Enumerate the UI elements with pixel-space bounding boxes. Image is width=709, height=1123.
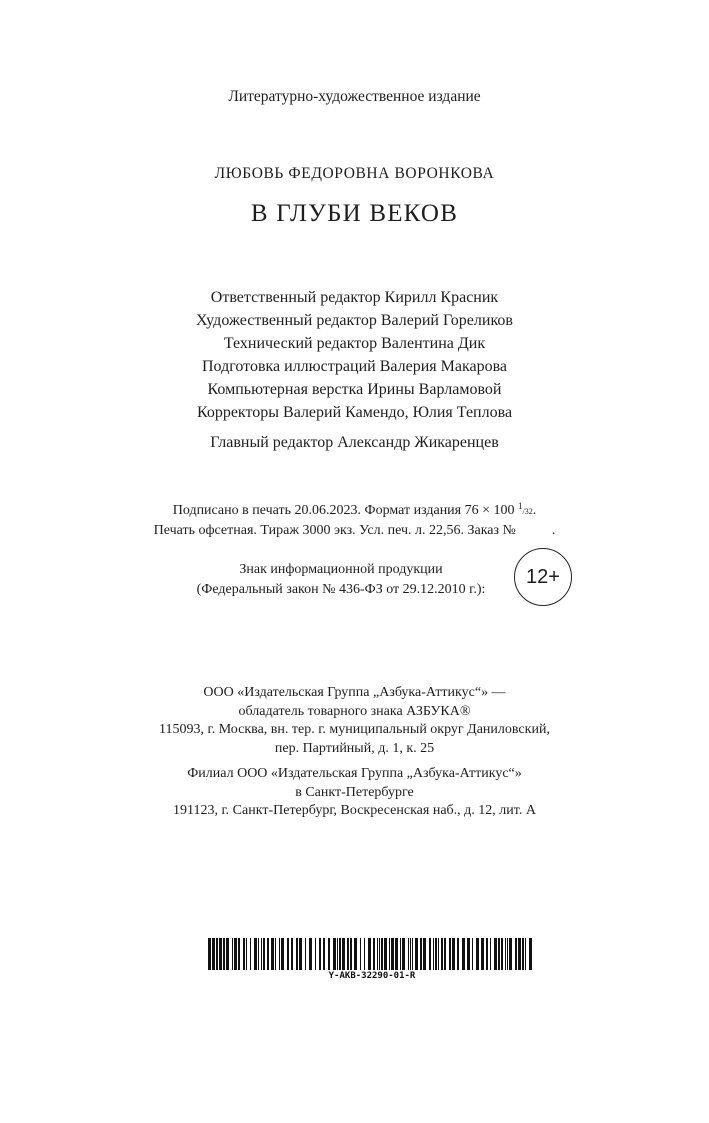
barcode-bar bbox=[261, 938, 262, 970]
barcode-bar bbox=[296, 938, 298, 970]
credit-line: Компьютерная верстка Ирины Варламовой bbox=[207, 381, 502, 398]
barcode-bar bbox=[342, 938, 345, 970]
barcode-bar bbox=[337, 938, 338, 970]
publisher-line: 115093, г. Москва, вн. тер. г. муниципальный округ Даниловский, bbox=[159, 722, 550, 737]
barcode-bar bbox=[315, 938, 316, 970]
barcode-bar bbox=[279, 938, 280, 970]
barcode-bar bbox=[384, 938, 387, 970]
barcode-bar bbox=[400, 938, 401, 970]
credit-line: Художественный редактор Валерий Гореликов bbox=[196, 312, 513, 329]
publisher-line: пер. Партийный, д. 1, к. 25 bbox=[274, 740, 435, 756]
barcode-bar bbox=[243, 938, 245, 970]
barcode-bar bbox=[339, 938, 341, 970]
barcode-bar bbox=[486, 938, 488, 970]
barcode-bar bbox=[309, 938, 312, 970]
credit-line: Ответственный редактор Кирилл Красник bbox=[210, 289, 499, 306]
credit-line: Подготовка иллюстраций Валерия Макарова bbox=[201, 358, 508, 375]
barcode-bar bbox=[441, 938, 443, 970]
print-date-format: Подписано в печать 20.06.2023. Формат издания 76 × 100 bbox=[172, 503, 515, 518]
barcode-bar bbox=[472, 938, 473, 970]
barcode-bar bbox=[467, 938, 470, 970]
barcode-bar bbox=[208, 938, 211, 970]
barcode-bar bbox=[515, 938, 517, 970]
barcode-bar bbox=[377, 938, 378, 970]
branch-line: 191123, г. Санкт-Петербург, Воскресенская наб., д. 12, лит. А bbox=[173, 803, 536, 818]
barcode-bar bbox=[391, 938, 394, 970]
barcode-bar bbox=[258, 938, 259, 970]
order-end: . bbox=[551, 522, 556, 538]
barcode-bar bbox=[219, 938, 222, 970]
barcode-bar bbox=[299, 938, 302, 970]
credits-block bbox=[0, 286, 709, 454]
barcode-bar bbox=[333, 938, 336, 970]
edition-type: Литературно-художественное издание bbox=[228, 88, 481, 105]
barcode-bar bbox=[271, 938, 274, 970]
barcode-bar bbox=[498, 938, 500, 970]
credit-line: Технический редактор Валентина Дик bbox=[223, 335, 486, 352]
print-info-line-1 bbox=[0, 497, 709, 522]
barcode-bar bbox=[226, 938, 229, 970]
barcode-bar bbox=[481, 938, 484, 970]
barcode-bar bbox=[319, 938, 321, 970]
format-end: . bbox=[532, 503, 537, 518]
barcode-bar bbox=[433, 938, 434, 970]
barcode-bar bbox=[354, 938, 357, 970]
barcode-bar bbox=[305, 938, 306, 970]
barcode-bar bbox=[323, 938, 325, 970]
barcode-bar bbox=[420, 938, 422, 970]
barcode-bar bbox=[423, 938, 426, 970]
barcode-bar bbox=[291, 938, 293, 970]
barcode-bar bbox=[402, 938, 405, 970]
credit-line: Корректоры Валерий Камендо, Юлия Теплова bbox=[196, 404, 513, 421]
barcode-bar bbox=[501, 938, 503, 970]
barcode-bar bbox=[529, 938, 532, 970]
barcode-bar bbox=[412, 938, 413, 970]
barcode-code: Y-AKB-32290-01-R bbox=[328, 971, 416, 981]
chief-editor: Главный редактор Александр Жикаренцев bbox=[210, 434, 499, 451]
print-run-info: Печать офсетная. Тираж 3000 экз. Усл. печ. л. 22,56. Заказ № bbox=[153, 522, 516, 538]
barcode-bar bbox=[246, 938, 247, 970]
barcode-bar bbox=[364, 938, 365, 970]
barcode-bar bbox=[350, 938, 352, 970]
barcode-bar bbox=[223, 938, 225, 970]
barcode-bar bbox=[429, 938, 431, 970]
format-denominator: /32 bbox=[522, 507, 533, 516]
publisher-line: ООО «Издательская Группа „Азбука-Аттикус“» — bbox=[203, 685, 506, 700]
publisher-line: обладатель товарного знака АЗБУКА® bbox=[238, 703, 471, 719]
barcode-bar bbox=[444, 938, 446, 970]
barcode-bar bbox=[518, 938, 521, 970]
barcode-bar bbox=[328, 938, 330, 970]
barcode-bar bbox=[505, 938, 506, 970]
barcode-bar bbox=[281, 938, 284, 970]
barcode-bar bbox=[275, 938, 276, 970]
book-title: В ГЛУБИ ВЕКОВ bbox=[250, 200, 459, 227]
barcode-bar bbox=[287, 938, 289, 970]
age-notice bbox=[176, 560, 506, 600]
barcode-bar bbox=[490, 938, 491, 970]
barcode-bar bbox=[347, 938, 349, 970]
publisher-block bbox=[0, 684, 709, 821]
barcode-bar bbox=[410, 938, 411, 970]
barcode-bar bbox=[232, 938, 233, 970]
barcode-bar bbox=[368, 938, 371, 970]
age-notice-line-1: Знак информационной продукции bbox=[239, 562, 443, 577]
barcode-bar bbox=[438, 938, 439, 970]
barcode-bar bbox=[449, 938, 451, 970]
barcode-bar bbox=[476, 938, 479, 970]
barcode-bar bbox=[494, 938, 497, 970]
print-info-line-2 bbox=[0, 522, 709, 541]
barcode-bar bbox=[373, 938, 375, 970]
barcode-bar bbox=[381, 938, 383, 970]
barcode-bar bbox=[263, 938, 265, 970]
barcode-bar bbox=[507, 938, 508, 970]
print-info bbox=[0, 497, 709, 540]
barcode-bar bbox=[408, 938, 409, 970]
barcode-bar bbox=[525, 938, 526, 970]
barcode-bar bbox=[462, 938, 465, 970]
barcode-bar bbox=[254, 938, 257, 970]
barcode-bar bbox=[360, 938, 361, 970]
barcode-graphic bbox=[208, 938, 536, 970]
barcode-bar bbox=[234, 938, 237, 970]
barcode-bar bbox=[415, 938, 418, 970]
branch-line: в Санкт-Петербурге bbox=[295, 784, 414, 800]
author-name: ЛЮБОВЬ ФЕДОРОВНА ВОРОНКОВА bbox=[214, 165, 495, 182]
age-notice-line-2: (Федеральный закон № 436-ФЗ от 29.12.2010 г.): bbox=[196, 582, 486, 597]
barcode-bar bbox=[509, 938, 512, 970]
age-rating-badge: 12+ bbox=[514, 548, 572, 606]
barcode-bar bbox=[379, 938, 380, 970]
barcode-bar bbox=[389, 938, 390, 970]
barcode-bar bbox=[457, 938, 459, 970]
barcode-bar bbox=[452, 938, 455, 970]
barcode-bar bbox=[250, 938, 251, 970]
barcode-bar bbox=[216, 938, 218, 970]
barcode-bar bbox=[522, 938, 524, 970]
branch-line: Филиал ООО «Издательская Группа „Азбука-Аттикус“» bbox=[187, 766, 522, 781]
barcode-bar bbox=[238, 938, 240, 970]
barcode-bar bbox=[267, 938, 269, 970]
format-numerator: 1 bbox=[518, 501, 523, 511]
barcode-bar bbox=[212, 938, 215, 970]
barcode-bar bbox=[435, 938, 437, 970]
barcode-bar bbox=[395, 938, 398, 970]
